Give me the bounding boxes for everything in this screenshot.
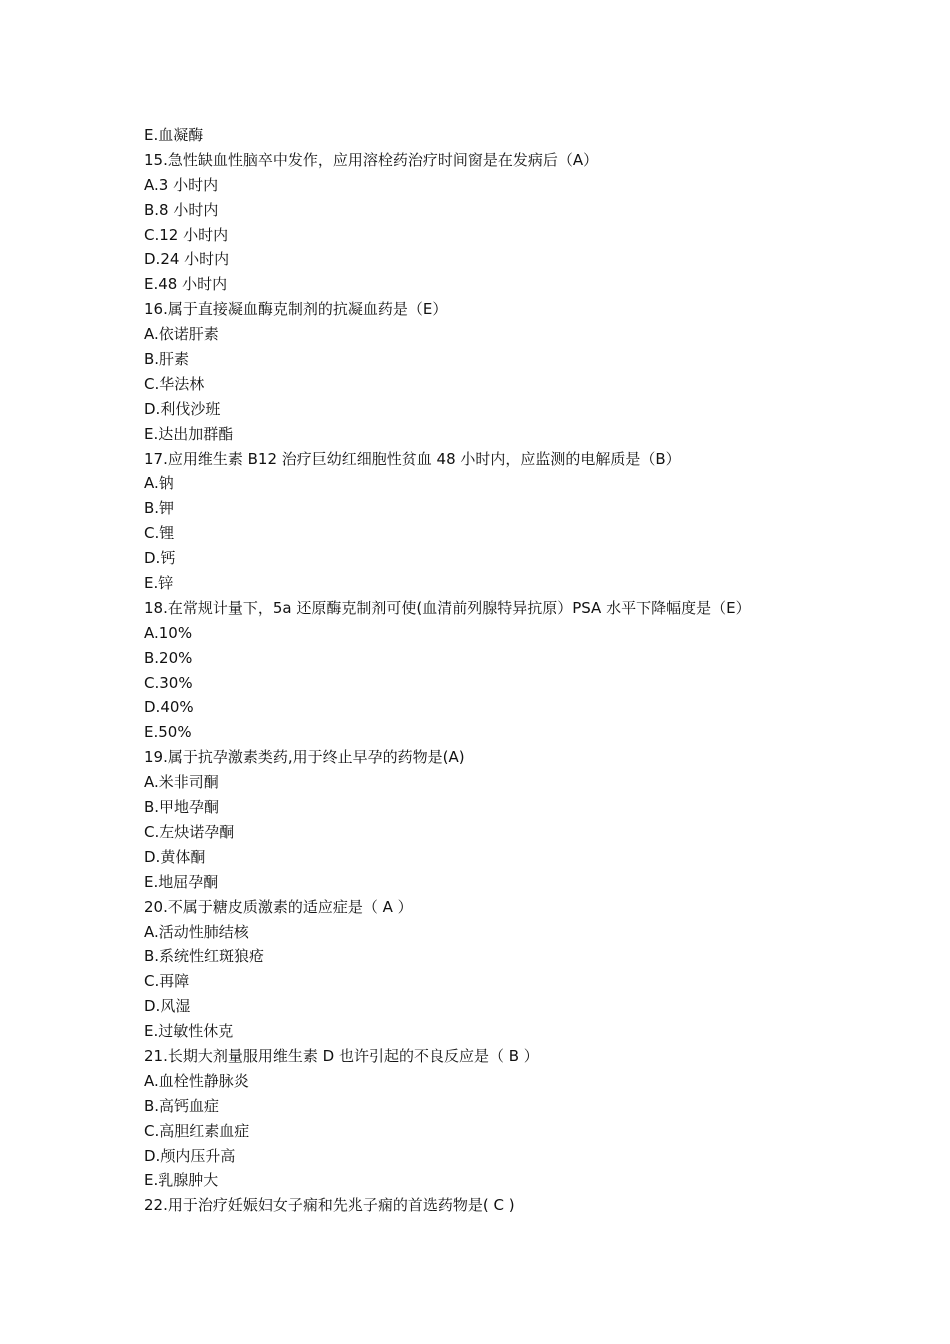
option-line: D.24 小时内 (144, 250, 230, 269)
option-line: D.颅内压升高 (144, 1146, 236, 1165)
option-line: A.活动性肺结核 (144, 922, 249, 941)
option-line: D.钙 (144, 549, 176, 568)
option-line: B.8 小时内 (144, 200, 219, 219)
question-line: 17.应用维生素 B12 治疗巨幼红细胞性贫血 48 小时内，应监测的电解质是（B） (144, 449, 681, 468)
option-line: E.乳腺肿大 (144, 1171, 219, 1190)
option-line: A.钠 (144, 474, 174, 493)
question-line: 15.急性缺血性脑卒中发作，应用溶栓药治疗时间窗是在发病后（A） (144, 150, 599, 169)
question-line: 16.属于直接凝血酶克制剂的抗凝血药是（E） (144, 300, 448, 319)
option-line: A.米非司酮 (144, 773, 219, 792)
option-line: E.锌 (144, 574, 174, 593)
document-body (144, 123, 824, 1218)
option-line: C.30% (144, 673, 193, 692)
question-line: 18.在常规计量下，5a 还原酶克制剂可使(血清前列腺特异抗原）PSA 水平下降幅度是（E） (144, 598, 751, 617)
option-line: E.过敏性休克 (144, 1022, 234, 1041)
option-line: D.利伐沙班 (144, 399, 221, 418)
option-line: C.华法林 (144, 374, 205, 393)
option-line: E.48 小时内 (144, 275, 228, 294)
question-line: 20.不属于糖皮质激素的适应症是（ A ） (144, 897, 413, 916)
option-line: A.10% (144, 623, 193, 642)
option-line: E.50% (144, 723, 192, 742)
option-line: C.再障 (144, 972, 190, 991)
option-line: D.风湿 (144, 997, 191, 1016)
option-line: B.20% (144, 648, 193, 667)
option-line: D.40% (144, 698, 194, 717)
option-line: E.达出加群酯 (144, 424, 234, 443)
option-line: B.系统性红斑狼疮 (144, 947, 265, 966)
option-line: B.高钙血症 (144, 1096, 220, 1115)
option-line: C.12 小时内 (144, 225, 229, 244)
option-line: C.左炔诺孕酮 (144, 822, 235, 841)
option-line: C.锂 (144, 524, 175, 543)
option-line: B.钾 (144, 499, 175, 518)
option-line: B.肝素 (144, 350, 190, 369)
option-line: A.依诺肝素 (144, 325, 219, 344)
question-line: 21.长期大剂量服用维生素 D 也许引起的不良反应是（ B ） (144, 1046, 539, 1065)
question-line: 19.属于抗孕激素类药,用于终止早孕的药物是(A) (144, 748, 465, 767)
option-line: A.3 小时内 (144, 175, 219, 194)
option-line: E.血凝酶 (144, 126, 204, 144)
option-line: B.甲地孕酮 (144, 798, 220, 817)
option-line: D.黄体酮 (144, 847, 206, 866)
question-line: 22.用于治疗妊娠妇女子痫和先兆子痫的首选药物是( C ) (144, 1196, 515, 1215)
option-line: E.地屈孕酮 (144, 872, 219, 891)
option-line: C.高胆红素血症 (144, 1121, 250, 1140)
option-line: A.血栓性静脉炎 (144, 1071, 249, 1090)
